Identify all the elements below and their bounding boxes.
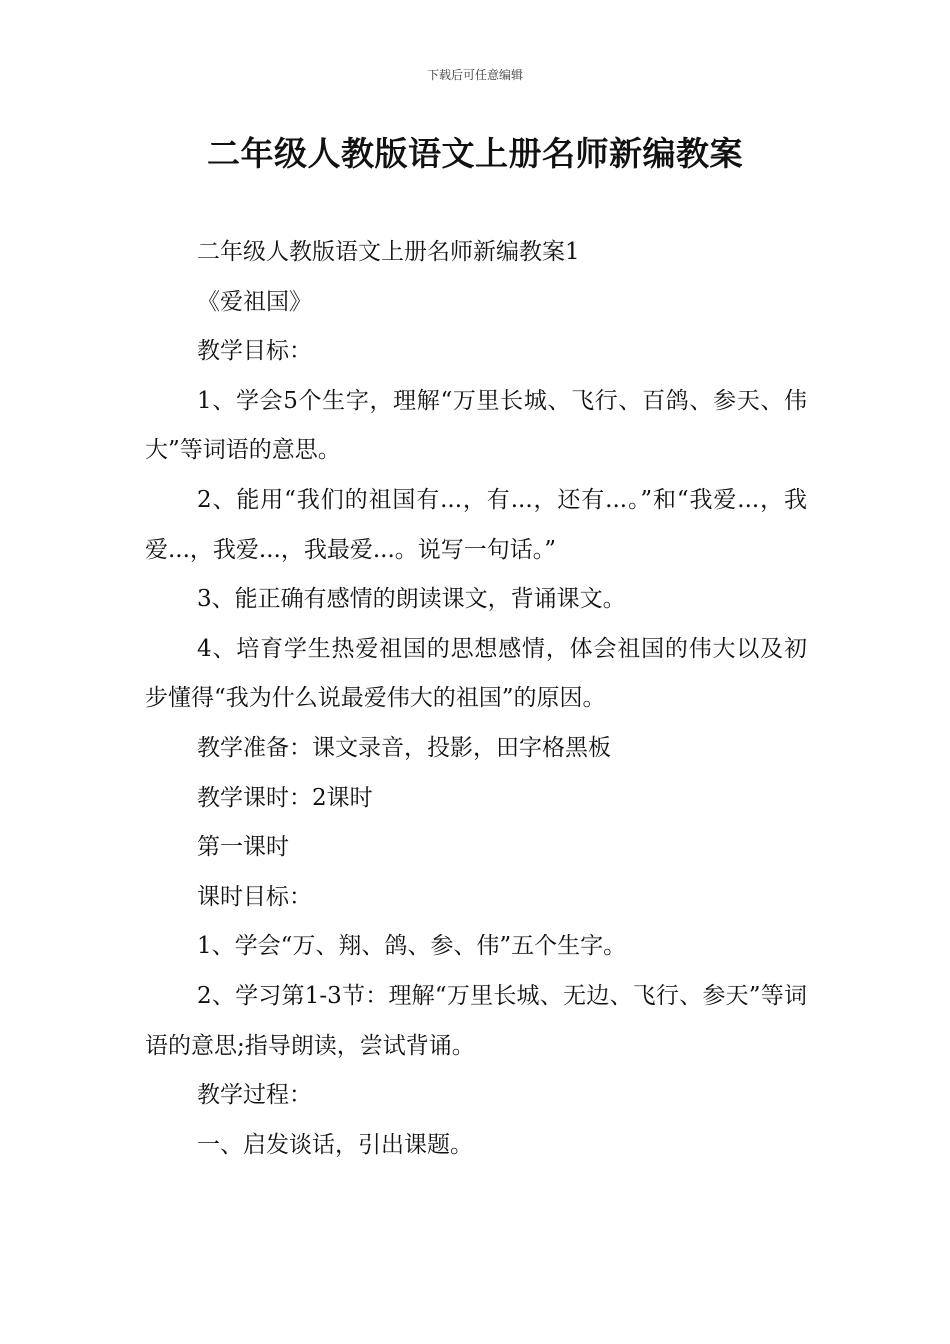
paragraph: 教学课时：2课时: [197, 784, 373, 811]
document-body: [145, 228, 807, 1170]
paragraph: 第一课时: [197, 834, 289, 861]
document-title: 二年级人教版语文上册名师新编教案: [207, 134, 743, 173]
paragraph: 一、启发谈话，引出课题。: [197, 1131, 473, 1158]
paragraph: 课时目标：: [197, 883, 312, 910]
page-header-note: 下载后可任意编辑: [426, 68, 523, 82]
paragraph: 二年级人教版语文上册名师新编教案1: [197, 239, 580, 265]
paragraph: 《爱祖国》: [197, 288, 312, 315]
paragraph: 4、培育学生热爱祖国的思想感情，体会祖国的伟大以及初步懂得“我为什么说最爱伟大的祖国”的原因。: [145, 635, 807, 712]
paragraph: 2、能用“我们的祖国有...，有...，还有...。”和“我爱...，我爱...，我爱...，我最爱...。说写一句话。”: [145, 486, 807, 563]
paragraph: 教学目标：: [197, 338, 312, 365]
paragraph: 1、学会“万、翔、鸽、参、伟”五个生字。: [197, 933, 627, 960]
paragraph: 3、能正确有感情的朗读课文，背诵课文。: [197, 586, 626, 613]
paragraph: 2、学习第1-3节：理解“万里长城、无边、飞行、参天”等词语的意思;指导朗读，尝试背诵。: [145, 982, 807, 1059]
paragraph: 1、学会5个生字，理解“万里长城、飞行、百鸽、参天、伟大”等词语的意思。: [145, 387, 807, 464]
paragraph: 教学过程：: [197, 1082, 312, 1109]
paragraph: 教学准备：课文录音，投影，田字格黑板: [197, 734, 611, 761]
